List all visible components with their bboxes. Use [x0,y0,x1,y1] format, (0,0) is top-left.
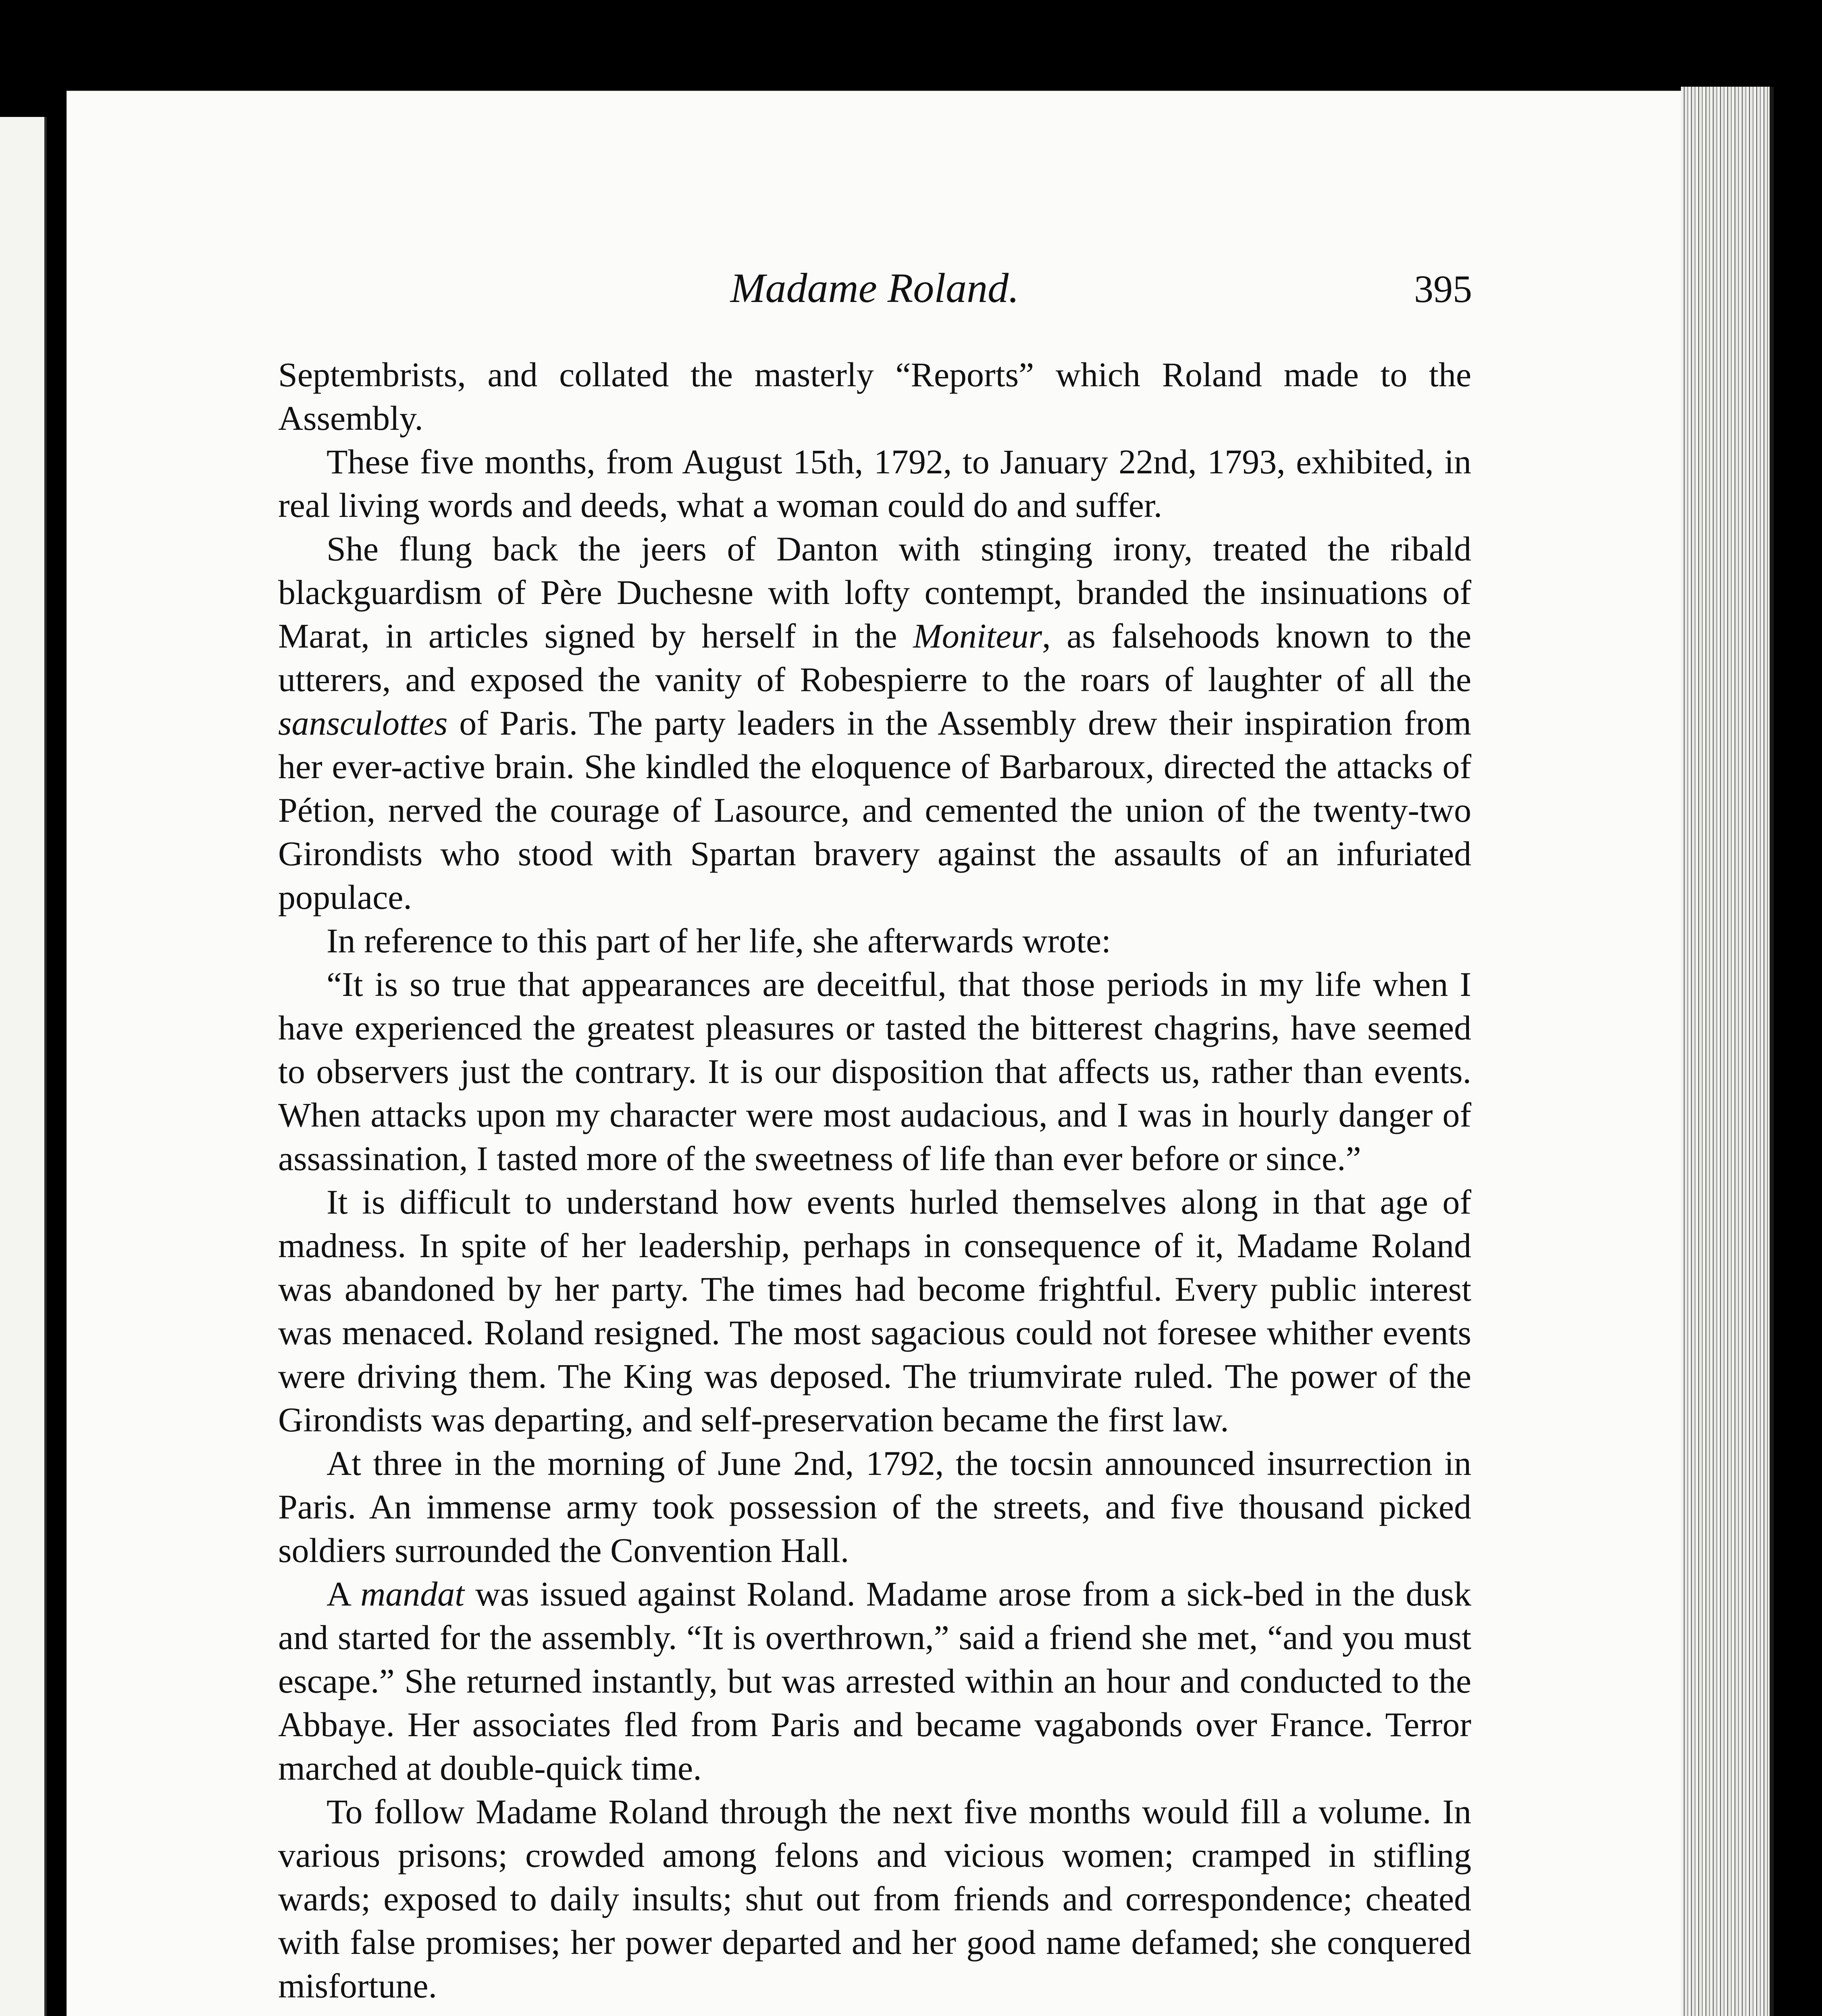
text-run: In reference to this part of her life, she afterwards wrote: [327,921,1111,960]
page-edges [1681,87,1774,2016]
paragraph [278,353,1471,440]
page-number: 395 [1414,267,1472,310]
previous-page-edge [0,117,47,2016]
text-run: A [327,1574,361,1613]
text-run: of Paris. The party leaders in the Assembly drew their inspiration from her ever-active brain. She kindled the eloquence of Barbaroux, directed the attacks of Pétion, nerved the courage of Lasource, and cemented the union of the twenty-two Girondists who stood with Spartan bravery against the assaults of an infuriated populace. [278,704,1471,916]
paragraph [278,919,1471,962]
text-run: These five months, from August 15th, 1792, to January 22nd, 1793, exhibited, in real living words and deeds, what a woman could do and suffer. [278,442,1471,525]
italic-text: Moniteur [913,616,1042,655]
paragraph [278,1572,1471,1790]
text-run: , as falsehoods known to the utterers, and exposed the vanity of Robespierre to the roars of laughter of all the [278,616,1471,699]
body-text [278,353,1471,2008]
text-run: At three in the morning of June 2nd, 1792, the tocsin announced insurrection in Paris. An immense army took possession of the streets, and five thousand picked soldiers surrounded the Convention Hall. [278,1444,1471,1570]
text-run: “It is so true that appearances are deceitful, that those periods in my life when I have experienced the greatest pleasures or tasted the bitterest chagrins, have seemed to observers just the contrary. It is our disposition that affects us, rather than events. When attacks upon my character were most audacious, and I was in hourly danger of assassination, I tasted more of the sweetness of life than ever before or since.” [278,965,1471,1178]
text-run: was issued against Roland. Madame arose from a sick-bed in the dusk and started for the assembly. “It is overthrown,” said a friend she met, “and you must escape.” She returned instantly, but was arrested within an hour and conducted to the Abbaye. Her associates fled from Paris and became vagabonds over France. Terror marched at double-quick time. [278,1574,1471,1787]
italic-text: sansculottes [278,704,448,742]
paragraph [278,962,1471,1180]
paragraph [278,1180,1471,1441]
paragraph [278,1441,1471,1572]
paragraph [278,440,1471,527]
paragraph [278,527,1471,919]
text-run: Septembrists, and collated the masterly “Reports” which Roland made to the Assembly. [278,355,1471,437]
running-head [278,264,1471,321]
text-run: She flung back the jeers of Danton with stinging irony, treated the ribald blackguardism of Père Duchesne with lofty contempt, branded the insinuations of Marat, in articles signed by herself in the [278,529,1471,655]
italic-text: mandat [360,1574,465,1613]
text-run: It is difficult to understand how events hurled themselves along in that age of madness. In spite of her leadership, perhaps in consequence of it, Madame Roland was abandoned by her party. The times had become frightful. Every public interest was menaced. Roland resigned. The most sagacious could not foresee whither events were driving them. The King was deposed. The triumvirate ruled. The power of the Girondists was departing, and self-preservation became the first law. [278,1183,1471,1439]
text-run: To follow Madame Roland through the next five months would fill a volume. In various prisons; crowded among felons and vicious women; cramped in stifling wards; exposed to daily insults; shut out from friends and correspondence; cheated with false promises; her power departed and her good name defamed; she conquered misfortune. [278,1792,1471,2005]
running-head-title: Madame Roland. [730,265,1019,311]
paragraph [278,1790,1471,2008]
